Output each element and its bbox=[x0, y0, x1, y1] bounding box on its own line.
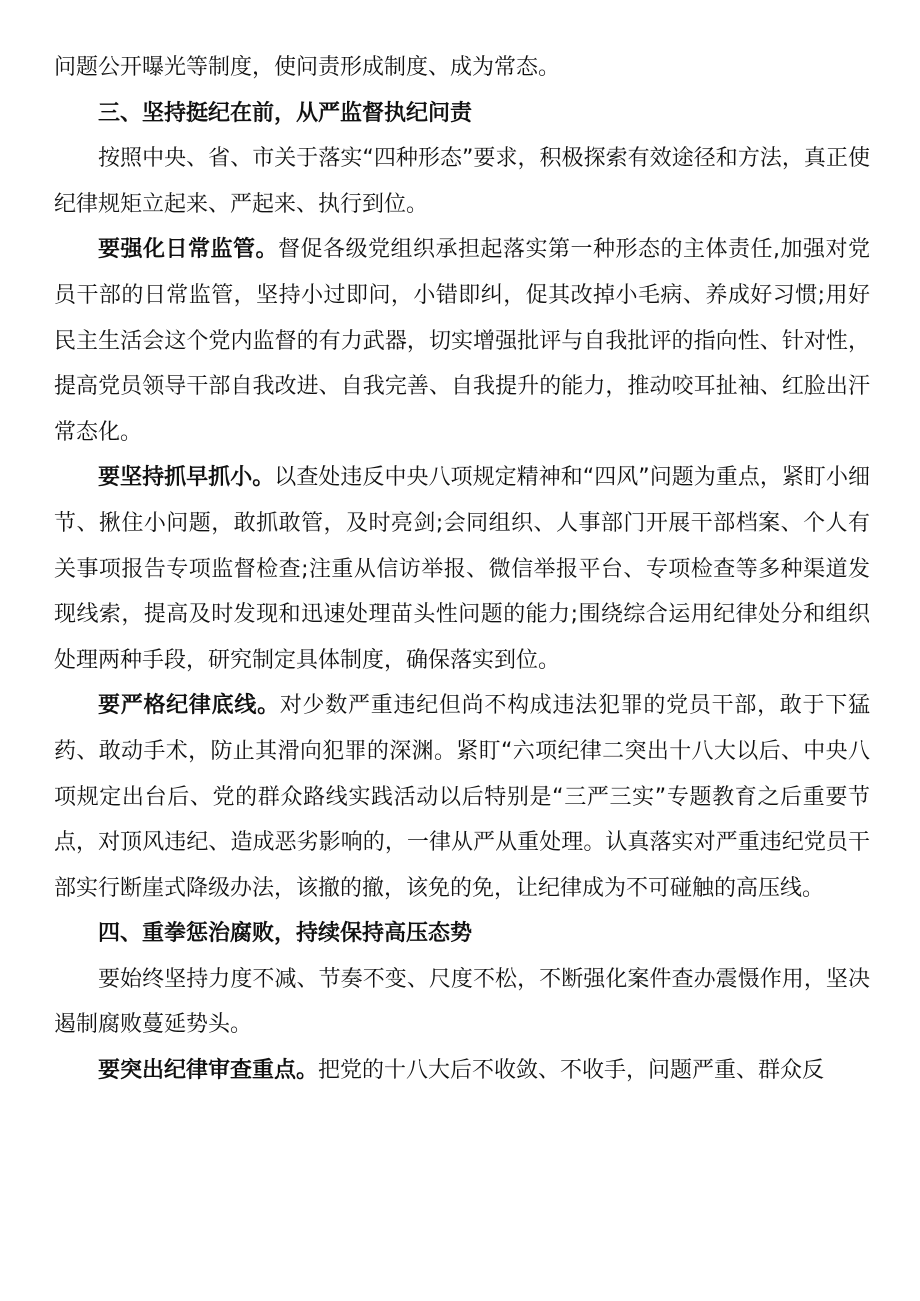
paragraph-lead-text: 要严格纪律底线。 bbox=[98, 693, 280, 719]
paragraph-daily-supervision bbox=[54, 227, 870, 455]
paragraph-early-small bbox=[54, 455, 870, 683]
paragraph-intro-3: 按照中央、省、市关于落实“四种形态”要求，积极探索有效途径和方法，真正使纪律规矩立起来、严起来、执行到位。 bbox=[54, 146, 870, 217]
paragraph-body-text: 督促各级党组织承担起落实第一种形态的主体责任,加强对党员干部的日常监管，坚持小过即问，小错即纠，促其改掉小毛病、养成好习惯;用好民主生活会这个党内监督的有力武器，切实增强批评与自我批评的指向性、针对性，提高党员领导干部自我改进、自我完善、自我提升的能力，推动咬耳扯袖、红脸出汗常态化。 bbox=[54, 237, 870, 445]
paragraph-lead-text: 要强化日常监管。 bbox=[98, 237, 278, 263]
paragraph-review-focus bbox=[54, 1048, 870, 1094]
paragraph-lead-text: 要突出纪律审查重点。 bbox=[98, 1058, 319, 1084]
section-heading-4: 四、重拳惩治腐败，持续保持高压态势 bbox=[98, 921, 473, 947]
paragraph-lead-text: 要坚持抓早抓小。 bbox=[98, 465, 275, 491]
paragraph-discipline-bottom-line bbox=[54, 683, 870, 911]
section-heading-3: 三、坚持挺纪在前，从严监督执纪问责 bbox=[98, 100, 473, 126]
paragraph-body-text: 把党的十八大后不收敛、不收手，问题严重、群众反 bbox=[318, 1058, 825, 1084]
paragraph-continued: 问题公开曝光等制度，使问责形成制度、成为常态。 bbox=[54, 55, 561, 80]
paragraph-body-text: 以查处违反中央八项规定精神和“四风”问题为重点，紧盯小细节、揪住小问题，敢抓敢管，及时亮剑;会同组织、人事部门开展干部档案、个人有关事项报告专项监督检查;注重从信访举报、微信举报平台、专项检查等多种渠道发现线索，提高及时发现和迅速处理苗头性问题的能力;围绕综合运用纪律处分和组织处理两种手段，研究制定具体制度，确保落实到位。 bbox=[54, 465, 870, 673]
paragraph-intro-4: 要始终坚持力度不减、节奏不变、尺度不松，不断强化案件查办震慑作用，坚决遏制腐败蔓延势头。 bbox=[54, 966, 870, 1038]
paragraph-body-text: 对少数严重违纪但尚不构成违法犯罪的党员干部，敢于下猛药、敢动手术，防止其滑向犯罪的深渊。紧盯“六项纪律二突出十八大以后、中央八项规定出台后、党的群众路线实践活动以后特别是“三严三实”专题教育之后重要节点，对顶风违纪、造成恶劣影响的，一律从严从重处理。认真落实对严重违纪党员干部实行断崖式降级办法，该撤的撤，该免的免，让纪律成为不可碰触的高压线。 bbox=[54, 693, 870, 901]
